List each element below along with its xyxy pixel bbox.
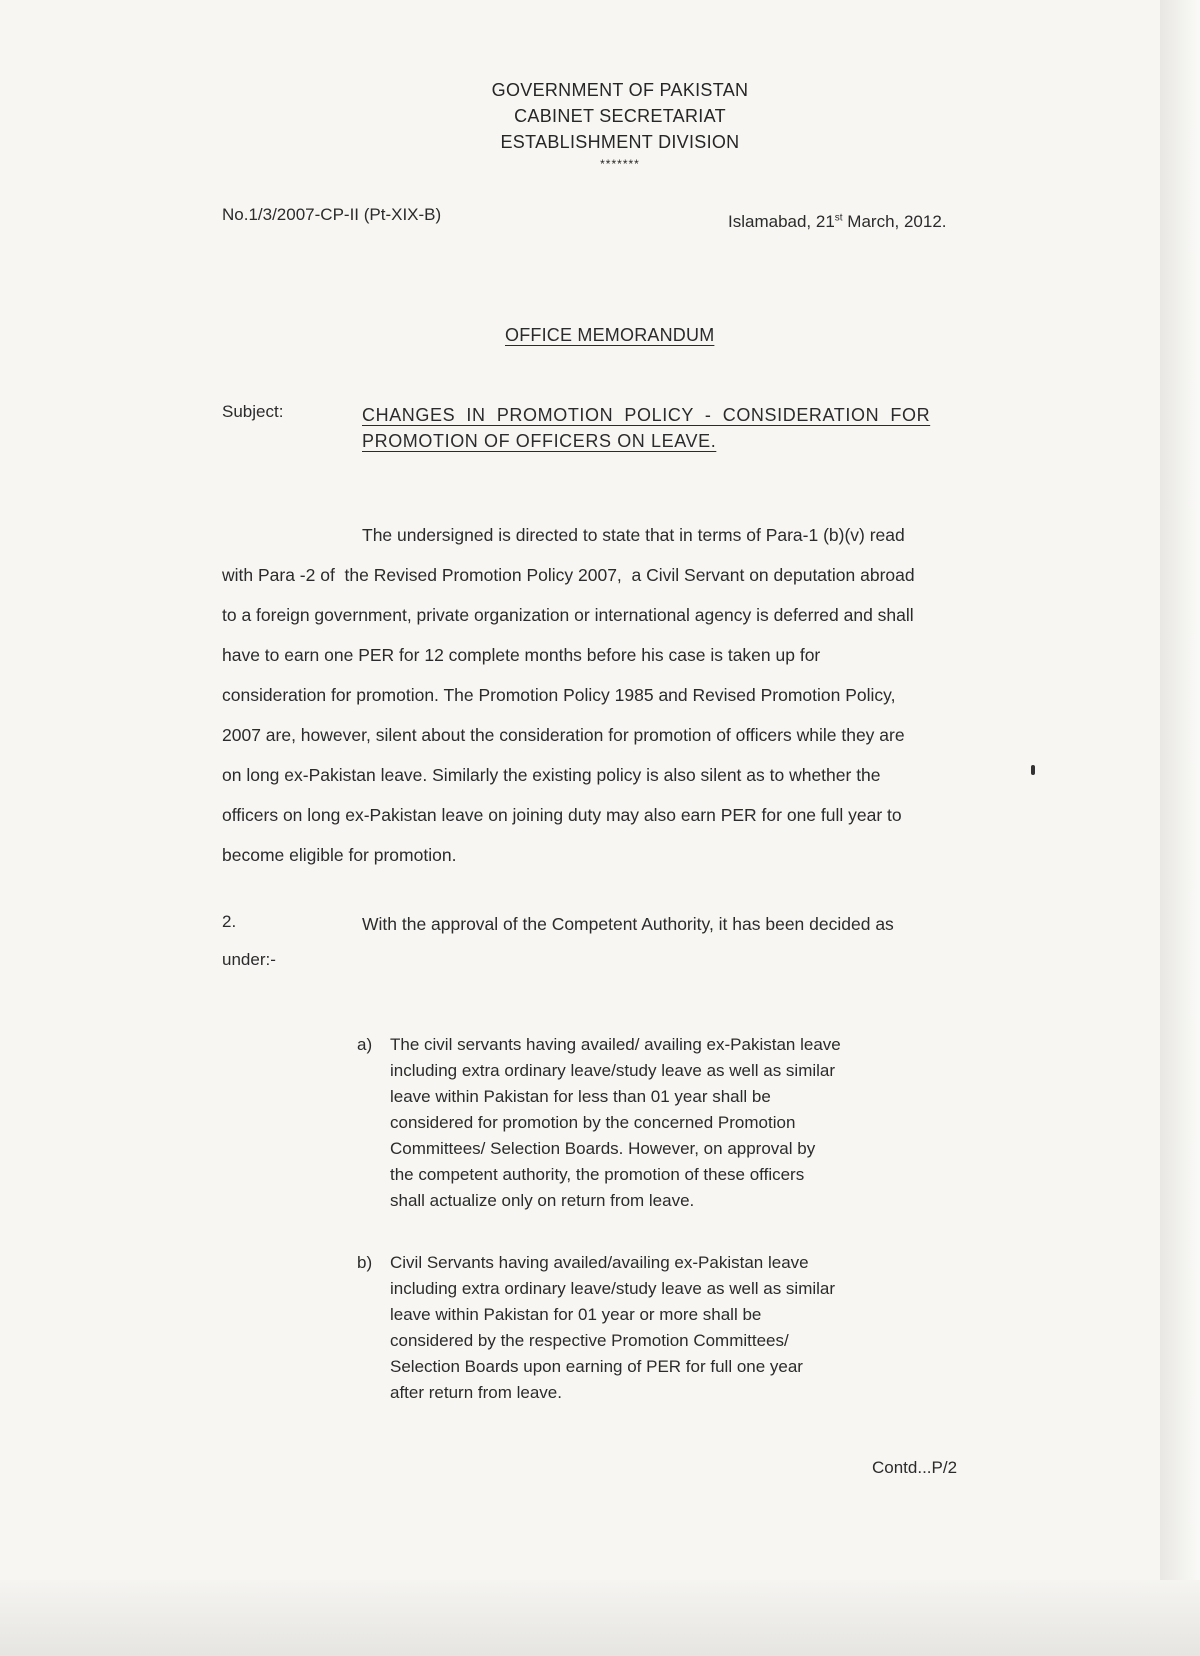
para1-line-9: become eligible for promotion. <box>222 845 457 865</box>
para1-line-4: have to earn one PER for 12 complete months before his case is taken up for <box>222 645 821 665</box>
subject-line-1: CHANGES IN PROMOTION POLICY - CONSIDERATION FOR <box>362 405 931 425</box>
para1-line-5: consideration for promotion. The Promotion Policy 1985 and Revised Promotion Policy, <box>222 685 896 705</box>
item-a-line: considered for promotion by the concerned Promotion <box>390 1113 796 1132</box>
item-a-marker: a) <box>357 1035 373 1054</box>
para1-line-8: officers on long ex-Pakistan leave on joining duty may also earn PER for one full year to <box>222 805 902 825</box>
para2-number: 2. <box>222 912 237 931</box>
para2-line-2: under:- <box>222 950 276 969</box>
item-a-text <box>390 1032 902 1214</box>
item-a-line: The civil servants having availed/ availing ex-Pakistan leave <box>390 1035 841 1054</box>
header-line-division: ESTABLISHMENT DIVISION <box>500 132 740 152</box>
item-a-line: the competent authority, the promotion of these officers <box>390 1165 805 1184</box>
subject-line-2: PROMOTION OF OFFICERS ON LEAVE. <box>362 431 717 451</box>
header-stars: ******* <box>600 157 640 171</box>
place-date: Islamabad, 21st March, 2012. <box>728 212 947 231</box>
para1-line-3: to a foreign government, private organization or international agency is deferred and shall <box>222 605 914 625</box>
item-b-line: considered by the respective Promotion Committees/ <box>390 1331 789 1350</box>
para1-line-6: 2007 are, however, silent about the consideration for promotion of officers while they are <box>222 725 905 745</box>
stray-ink-mark <box>1031 765 1035 775</box>
item-a-line: Committees/ Selection Boards. However, on approval by <box>390 1139 816 1158</box>
para1-line-7: on long ex-Pakistan leave. Similarly the existing policy is also silent as to whether the <box>222 765 881 785</box>
item-b-marker: b) <box>357 1253 373 1272</box>
item-b-line: Selection Boards upon earning of PER for full one year <box>390 1357 803 1376</box>
item-b-line: leave within Pakistan for 01 year or more shall be <box>390 1305 762 1324</box>
para1-line-2: with Para -2 of the Revised Promotion Policy 2007, a Civil Servant on deputation abroad <box>222 565 915 585</box>
scan-edge-shadow <box>1160 0 1200 1656</box>
reference-number: No.1/3/2007-CP-II (Pt-XIX-B) <box>222 205 442 224</box>
subject-label: Subject: <box>222 402 284 421</box>
scan-bottom-shadow <box>0 1580 1200 1656</box>
header-line-cabinet: CABINET SECRETARIAT <box>514 106 726 126</box>
item-a-line: leave within Pakistan for less than 01 year shall be <box>390 1087 771 1106</box>
item-a-line: shall actualize only on return from leave. <box>390 1191 695 1210</box>
para2-line-1: With the approval of the Competent Authority, it has been decided as <box>362 914 894 934</box>
item-b-line: Civil Servants having availed/availing ex-Pakistan leave <box>390 1253 809 1272</box>
memo-title: OFFICE MEMORANDUM <box>505 325 715 345</box>
item-b-line: after return from leave. <box>390 1383 562 1402</box>
para1-line-1: The undersigned is directed to state that in terms of Para-1 (b)(v) read <box>362 525 905 545</box>
item-a-line: including extra ordinary leave/study leave as well as similar <box>390 1061 836 1080</box>
continued-note: Contd...P/2 <box>872 1458 958 1477</box>
item-b-text <box>390 1250 902 1406</box>
item-b-line: including extra ordinary leave/study leave as well as similar <box>390 1279 836 1298</box>
header-line-government: GOVERNMENT OF PAKISTAN <box>491 80 749 100</box>
